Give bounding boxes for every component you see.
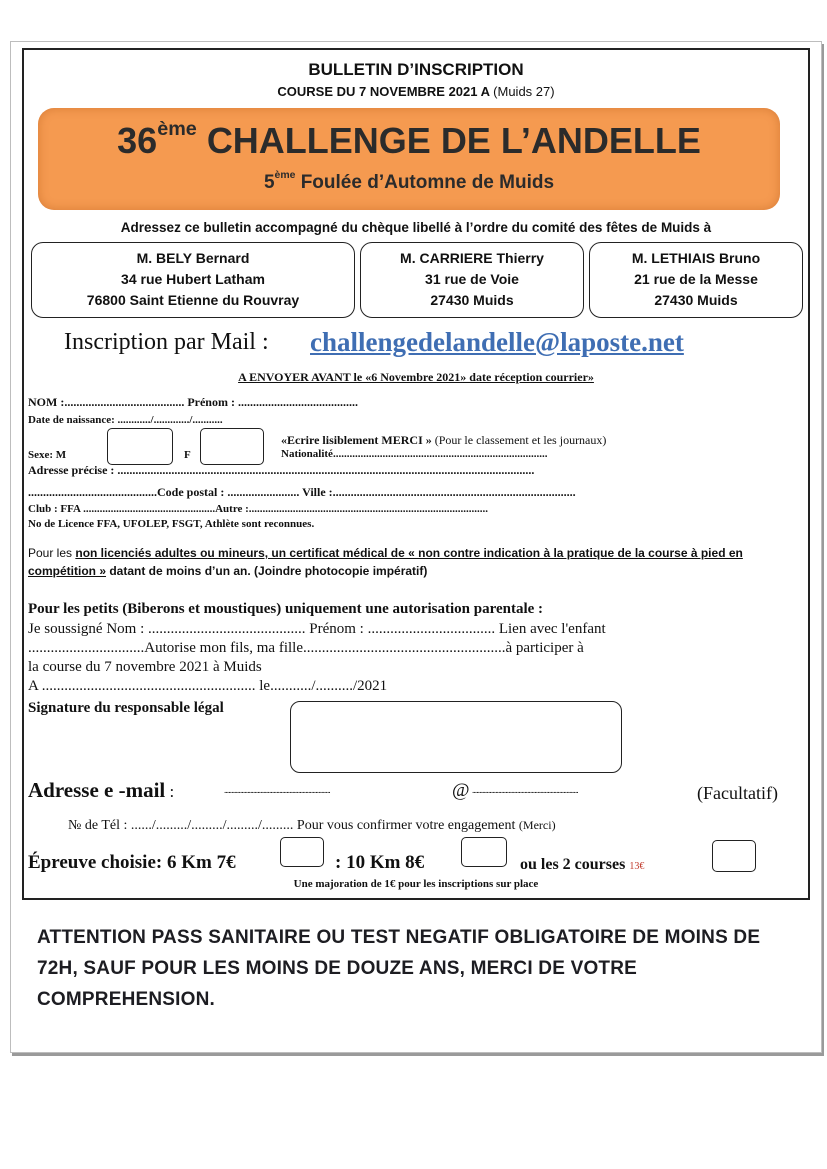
course-muids-line: la course du 7 novembre 2021 à Muids: [28, 659, 262, 675]
email-colon: :: [165, 782, 175, 801]
email-field-user[interactable]: .........................................................................: [224, 785, 330, 795]
address-intro: Adressez ce bulletin accompagné du chèque libellé à l’ordre du comité des fêtes de Muids à: [120, 220, 712, 235]
club-field[interactable]: Club : FFA ................................................Autre :.......................................................................................: [28, 503, 489, 515]
lieu-date-field[interactable]: A ......................................................... le.........../........../2021: [28, 678, 388, 694]
tel-field[interactable]: [68, 818, 556, 834]
mail-link[interactable]: challengedelandelle@laposte.net: [310, 327, 684, 357]
epreuve-10km-label: : 10 Km 8€: [335, 852, 425, 873]
challenge-title: [38, 120, 780, 162]
course-date-line: [24, 84, 808, 99]
email-label: [28, 778, 174, 803]
challenge-banner: [38, 108, 780, 210]
address-name: M. LETHIAIS Bruno: [631, 250, 761, 266]
address-name: M. BELY Bernard: [136, 250, 250, 266]
attention-notice: ATTENTION PASS SANITAIRE OU TEST NEGATIF OBLIGATOIRE DE MOINS DE 72H, SAUF POUR LES MOINS DE DOUZE ANS, MERCI DE VOTRE COMPREHENSION.: [37, 927, 761, 1010]
address-street: 21 rue de la Messe: [634, 271, 758, 287]
codepostal-ville-field[interactable]: ...........................................Code postal : ........................ Ville :.................................................................................: [28, 485, 576, 499]
facultatif-label: (Facultatif): [697, 783, 778, 803]
ecrire-note: (Pour le classement et les journaux): [434, 433, 607, 447]
majoration-note: Une majoration de 1€ pour les inscriptions sur place: [293, 878, 539, 890]
nationalite-field[interactable]: Nationalité..............................................................................: [281, 448, 548, 460]
checkbox-10km[interactable]: [461, 837, 507, 867]
challenge-subtitle: [38, 172, 780, 194]
address-box-lethiais: [589, 242, 803, 318]
address-city: 76800 Saint Etienne du Rouvray: [86, 292, 300, 308]
address-city: 27430 Muids: [430, 292, 514, 308]
birthdate-field[interactable]: Date de naissance: ............/............./...........: [28, 414, 223, 426]
soussigne-field[interactable]: Je soussigné Nom : .......................................... Prénom : .................................. Lien avec l'enfant: [28, 621, 606, 637]
sexe-f-checkbox[interactable]: [200, 428, 264, 465]
checkbox-6km[interactable]: [280, 837, 324, 867]
ecrire-text: «Ecrire lisiblement MERCI »: [281, 433, 432, 447]
edition-number: 36: [117, 120, 158, 161]
cert-part1: Pour les: [28, 546, 76, 560]
both-text: ou les 2 courses: [520, 856, 626, 873]
address-street: 31 rue de Voie: [425, 271, 519, 287]
sub-number: 5: [263, 172, 275, 193]
sub-text: Foulée d’Automne de Muids: [300, 172, 555, 193]
autorise-field[interactable]: ...............................Autorise mon fils, ma fille......................................................à participer à: [28, 640, 584, 656]
send-before-notice: A ENVOYER AVANT le «6 Novembre 2021» date réception courrier»: [238, 370, 594, 384]
petits-title: Pour les petits (Biberons et moustiques) uniquement une autorisation parentale :: [28, 601, 544, 617]
address-street: 34 rue Hubert Latham: [121, 271, 265, 287]
ecrire-lisiblement: [281, 433, 606, 448]
nom-prenom-field[interactable]: NOM :........................................ Prénom : ........................................: [28, 395, 358, 409]
sexe-label: Sexe: M: [28, 449, 67, 461]
tel-line: № de Tél : ....../........./........./........./......... Pour vous confirmer votre engagement: [68, 818, 516, 833]
registration-form: [22, 48, 810, 900]
address-name: M. CARRIERE Thierry: [400, 250, 544, 266]
course-line: COURSE DU 7 NOVEMBRE 2021 A: [277, 84, 490, 99]
edition-sup: ème: [157, 118, 197, 140]
address-city: 27430 Muids: [654, 292, 738, 308]
email-field-domain[interactable]: .........................................................................: [472, 785, 578, 795]
both-price: 13€: [629, 861, 645, 872]
epreuve-label: Épreuve choisie: 6 Km 7€: [28, 852, 236, 873]
sexe-m-checkbox[interactable]: [107, 428, 173, 465]
checkbox-both[interactable]: [712, 840, 756, 872]
f-label: F: [184, 449, 191, 461]
address-box-bely: [31, 242, 355, 318]
challenge-name: CHALLENGE DE L’ANDELLE: [206, 120, 701, 161]
form-title: BULLETIN D’INSCRIPTION: [308, 60, 524, 79]
address-box-carriere: [360, 242, 584, 318]
tel-merci: (Merci): [518, 818, 556, 832]
adresse-field[interactable]: Adresse précise : ...........................................................................................................................................: [28, 463, 535, 477]
signature-label: Signature du responsable légal: [28, 700, 224, 716]
email-label-text: Adresse e -mail: [28, 778, 166, 802]
mail-label: Inscription par Mail :: [64, 329, 269, 355]
both-courses-label: [520, 856, 644, 874]
sub-sup: ème: [274, 170, 296, 181]
signature-box[interactable]: [290, 701, 622, 773]
certificat-notice: [28, 544, 800, 580]
cert-part2: non licenciés adultes ou mineurs, un certificat médical de « non contre indication à la pratique de la course à pied en compétition »: [28, 546, 743, 578]
licence-note: No de Licence FFA, UFOLEP, FSGT, Athlète sont reconnues.: [28, 518, 315, 530]
course-place: (Muids 27): [493, 84, 555, 99]
at-sign: @: [452, 780, 470, 801]
cert-part3: datant de moins d’un an. (Joindre photocopie impératif): [106, 564, 428, 578]
